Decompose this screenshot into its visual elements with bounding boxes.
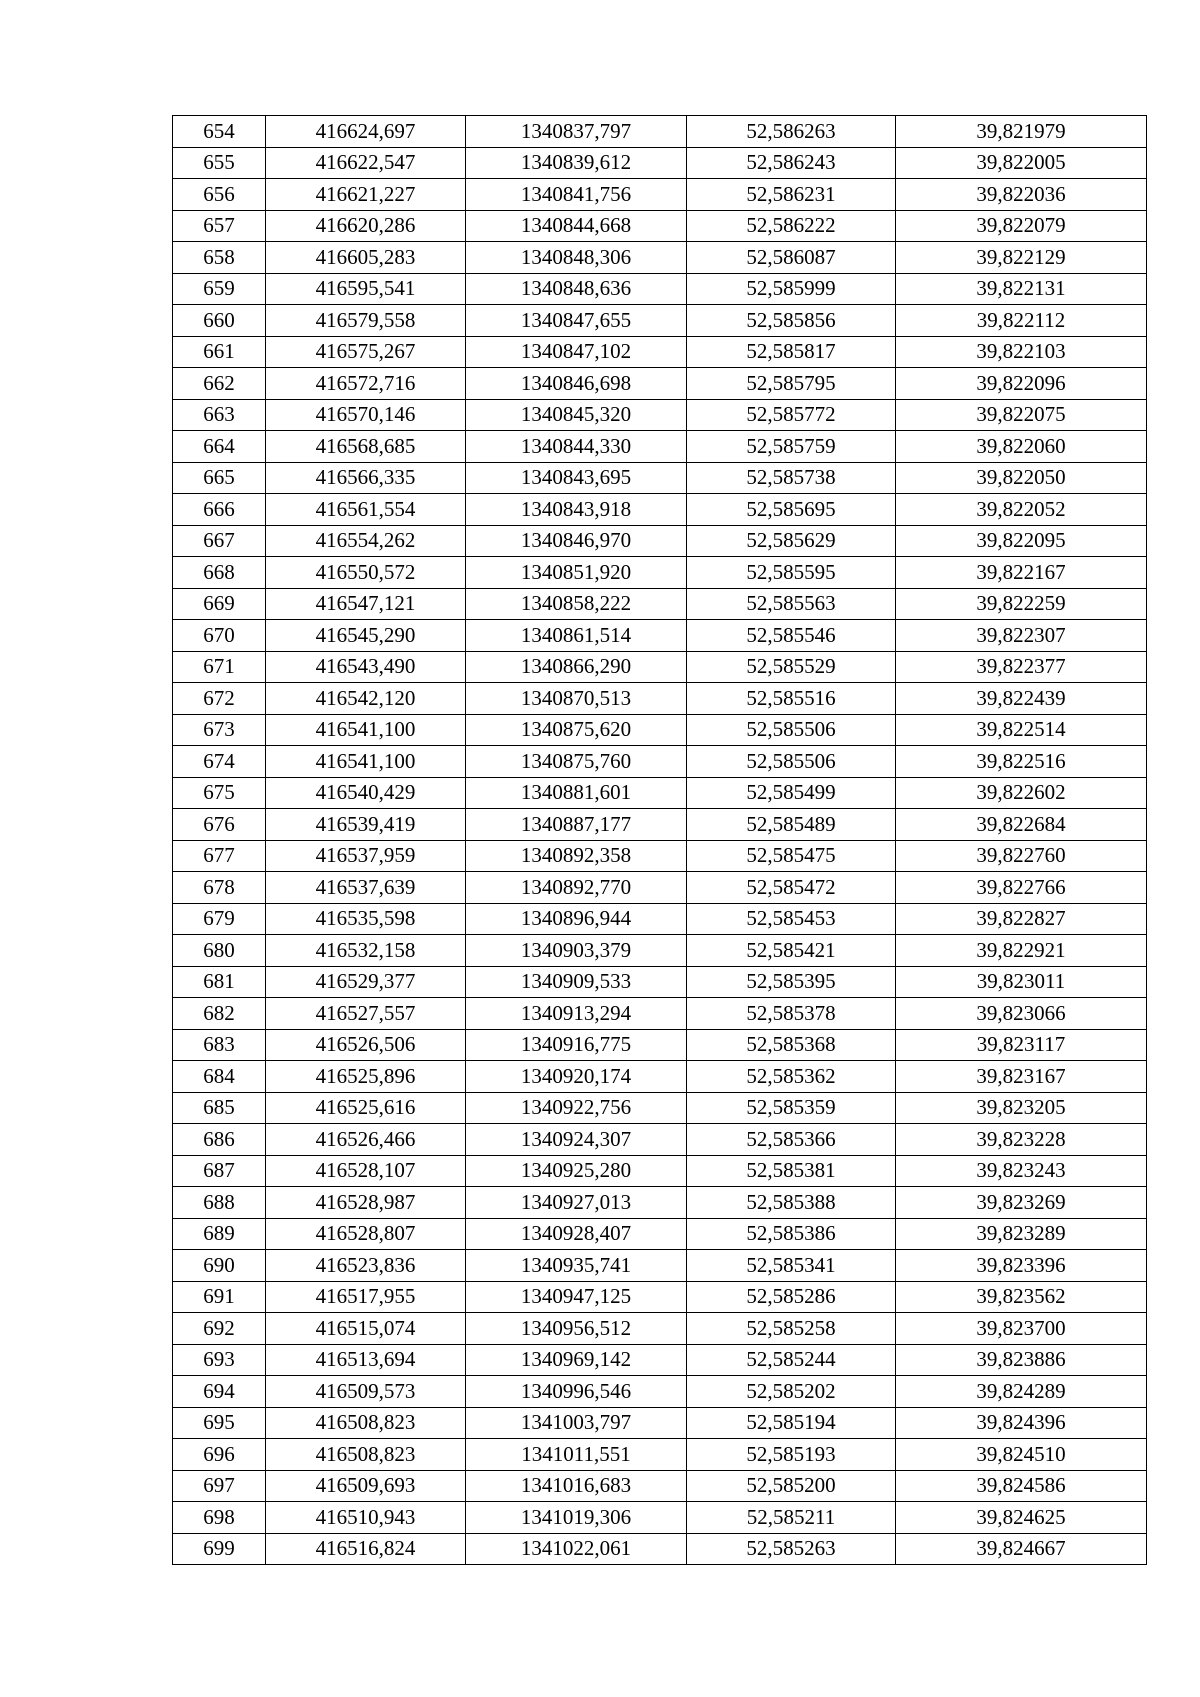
table-row (173, 966, 1147, 998)
longitude-cell: 39,823117 (896, 1029, 1147, 1061)
y-coordinate-cell: 1340847,102 (466, 336, 687, 368)
x-coordinate-cell: 416510,943 (266, 1502, 466, 1534)
y-coordinate-cell: 1340996,546 (466, 1376, 687, 1408)
y-coordinate-cell: 1340892,358 (466, 840, 687, 872)
longitude-cell: 39,822827 (896, 903, 1147, 935)
x-coordinate-cell: 416547,121 (266, 588, 466, 620)
point-number-cell: 658 (173, 242, 266, 274)
x-coordinate-cell: 416566,335 (266, 462, 466, 494)
latitude-cell: 52,585366 (687, 1124, 896, 1156)
y-coordinate-cell: 1340947,125 (466, 1281, 687, 1313)
table-row (173, 809, 1147, 841)
y-coordinate-cell: 1340928,407 (466, 1218, 687, 1250)
point-number-cell: 667 (173, 525, 266, 557)
x-coordinate-cell: 416570,146 (266, 399, 466, 431)
y-coordinate-cell: 1340909,533 (466, 966, 687, 998)
y-coordinate-cell: 1340846,970 (466, 525, 687, 557)
latitude-cell: 52,585362 (687, 1061, 896, 1093)
table-row (173, 683, 1147, 715)
latitude-cell: 52,585193 (687, 1439, 896, 1471)
y-coordinate-cell: 1340858,222 (466, 588, 687, 620)
point-number-cell: 669 (173, 588, 266, 620)
longitude-cell: 39,824289 (896, 1376, 1147, 1408)
longitude-cell: 39,823205 (896, 1092, 1147, 1124)
x-coordinate-cell: 416526,506 (266, 1029, 466, 1061)
longitude-cell: 39,822602 (896, 777, 1147, 809)
y-coordinate-cell: 1340843,695 (466, 462, 687, 494)
x-coordinate-cell: 416508,823 (266, 1407, 466, 1439)
point-number-cell: 692 (173, 1313, 266, 1345)
y-coordinate-cell: 1340844,668 (466, 210, 687, 242)
x-coordinate-cell: 416532,158 (266, 935, 466, 967)
table-row (173, 935, 1147, 967)
table-row (173, 116, 1147, 148)
longitude-cell: 39,822096 (896, 368, 1147, 400)
table-row (173, 368, 1147, 400)
table-row (173, 1533, 1147, 1565)
x-coordinate-cell: 416523,836 (266, 1250, 466, 1282)
longitude-cell: 39,822377 (896, 651, 1147, 683)
point-number-cell: 686 (173, 1124, 266, 1156)
table-row (173, 588, 1147, 620)
point-number-cell: 682 (173, 998, 266, 1030)
latitude-cell: 52,585563 (687, 588, 896, 620)
latitude-cell: 52,585516 (687, 683, 896, 715)
x-coordinate-cell: 416550,572 (266, 557, 466, 589)
point-number-cell: 691 (173, 1281, 266, 1313)
point-number-cell: 693 (173, 1344, 266, 1376)
x-coordinate-cell: 416568,685 (266, 431, 466, 463)
latitude-cell: 52,585856 (687, 305, 896, 337)
longitude-cell: 39,824586 (896, 1470, 1147, 1502)
y-coordinate-cell: 1340922,756 (466, 1092, 687, 1124)
latitude-cell: 52,585388 (687, 1187, 896, 1219)
table-row (173, 1344, 1147, 1376)
longitude-cell: 39,824396 (896, 1407, 1147, 1439)
y-coordinate-cell: 1341016,683 (466, 1470, 687, 1502)
table-row (173, 1187, 1147, 1219)
longitude-cell: 39,822075 (896, 399, 1147, 431)
y-coordinate-cell: 1340851,920 (466, 557, 687, 589)
latitude-cell: 52,585453 (687, 903, 896, 935)
table-row (173, 147, 1147, 179)
x-coordinate-cell: 416572,716 (266, 368, 466, 400)
point-number-cell: 676 (173, 809, 266, 841)
x-coordinate-cell: 416535,598 (266, 903, 466, 935)
latitude-cell: 52,585386 (687, 1218, 896, 1250)
y-coordinate-cell: 1340920,174 (466, 1061, 687, 1093)
point-number-cell: 666 (173, 494, 266, 526)
point-number-cell: 680 (173, 935, 266, 967)
y-coordinate-cell: 1340841,756 (466, 179, 687, 211)
x-coordinate-cell: 416509,693 (266, 1470, 466, 1502)
y-coordinate-cell: 1340896,944 (466, 903, 687, 935)
longitude-cell: 39,822439 (896, 683, 1147, 715)
y-coordinate-cell: 1340927,013 (466, 1187, 687, 1219)
latitude-cell: 52,586222 (687, 210, 896, 242)
latitude-cell: 52,585381 (687, 1155, 896, 1187)
table-row (173, 1218, 1147, 1250)
y-coordinate-cell: 1340924,307 (466, 1124, 687, 1156)
longitude-cell: 39,822060 (896, 431, 1147, 463)
latitude-cell: 52,586087 (687, 242, 896, 274)
x-coordinate-cell: 416579,558 (266, 305, 466, 337)
table-row (173, 1439, 1147, 1471)
latitude-cell: 52,585359 (687, 1092, 896, 1124)
x-coordinate-cell: 416543,490 (266, 651, 466, 683)
latitude-cell: 52,585194 (687, 1407, 896, 1439)
x-coordinate-cell: 416620,286 (266, 210, 466, 242)
table-row (173, 336, 1147, 368)
point-number-cell: 689 (173, 1218, 266, 1250)
y-coordinate-cell: 1340839,612 (466, 147, 687, 179)
table-row (173, 1250, 1147, 1282)
longitude-cell: 39,822684 (896, 809, 1147, 841)
x-coordinate-cell: 416528,107 (266, 1155, 466, 1187)
point-number-cell: 673 (173, 714, 266, 746)
point-number-cell: 690 (173, 1250, 266, 1282)
longitude-cell: 39,824510 (896, 1439, 1147, 1471)
y-coordinate-cell: 1340881,601 (466, 777, 687, 809)
x-coordinate-cell: 416537,959 (266, 840, 466, 872)
longitude-cell: 39,822766 (896, 872, 1147, 904)
table-row (173, 1376, 1147, 1408)
table-row (173, 305, 1147, 337)
longitude-cell: 39,822095 (896, 525, 1147, 557)
x-coordinate-cell: 416529,377 (266, 966, 466, 998)
point-number-cell: 687 (173, 1155, 266, 1187)
latitude-cell: 52,585738 (687, 462, 896, 494)
latitude-cell: 52,585506 (687, 714, 896, 746)
latitude-cell: 52,585506 (687, 746, 896, 778)
table-row (173, 1029, 1147, 1061)
table-row (173, 1313, 1147, 1345)
point-number-cell: 670 (173, 620, 266, 652)
point-number-cell: 688 (173, 1187, 266, 1219)
table-row (173, 1124, 1147, 1156)
table-row (173, 273, 1147, 305)
latitude-cell: 52,585489 (687, 809, 896, 841)
point-number-cell: 697 (173, 1470, 266, 1502)
x-coordinate-cell: 416508,823 (266, 1439, 466, 1471)
y-coordinate-cell: 1340861,514 (466, 620, 687, 652)
longitude-cell: 39,823228 (896, 1124, 1147, 1156)
x-coordinate-cell: 416605,283 (266, 242, 466, 274)
point-number-cell: 659 (173, 273, 266, 305)
x-coordinate-cell: 416516,824 (266, 1533, 466, 1565)
latitude-cell: 52,585200 (687, 1470, 896, 1502)
longitude-cell: 39,822079 (896, 210, 1147, 242)
y-coordinate-cell: 1341011,551 (466, 1439, 687, 1471)
longitude-cell: 39,822516 (896, 746, 1147, 778)
table-row (173, 1155, 1147, 1187)
point-number-cell: 668 (173, 557, 266, 589)
point-number-cell: 661 (173, 336, 266, 368)
y-coordinate-cell: 1340887,177 (466, 809, 687, 841)
longitude-cell: 39,823269 (896, 1187, 1147, 1219)
longitude-cell: 39,822052 (896, 494, 1147, 526)
latitude-cell: 52,585759 (687, 431, 896, 463)
longitude-cell: 39,822167 (896, 557, 1147, 589)
table-row (173, 242, 1147, 274)
latitude-cell: 52,585421 (687, 935, 896, 967)
x-coordinate-cell: 416621,227 (266, 179, 466, 211)
latitude-cell: 52,585244 (687, 1344, 896, 1376)
longitude-cell: 39,822112 (896, 305, 1147, 337)
x-coordinate-cell: 416541,100 (266, 746, 466, 778)
longitude-cell: 39,822307 (896, 620, 1147, 652)
x-coordinate-cell: 416526,466 (266, 1124, 466, 1156)
latitude-cell: 52,585499 (687, 777, 896, 809)
x-coordinate-cell: 416595,541 (266, 273, 466, 305)
longitude-cell: 39,823396 (896, 1250, 1147, 1282)
coordinates-table (172, 115, 1147, 1565)
longitude-cell: 39,823066 (896, 998, 1147, 1030)
table-row (173, 179, 1147, 211)
table-row (173, 462, 1147, 494)
y-coordinate-cell: 1340875,760 (466, 746, 687, 778)
latitude-cell: 52,585395 (687, 966, 896, 998)
table-row (173, 998, 1147, 1030)
y-coordinate-cell: 1340866,290 (466, 651, 687, 683)
table-row (173, 1281, 1147, 1313)
longitude-cell: 39,823167 (896, 1061, 1147, 1093)
latitude-cell: 52,585211 (687, 1502, 896, 1534)
latitude-cell: 52,585695 (687, 494, 896, 526)
latitude-cell: 52,585546 (687, 620, 896, 652)
point-number-cell: 684 (173, 1061, 266, 1093)
x-coordinate-cell: 416539,419 (266, 809, 466, 841)
latitude-cell: 52,585795 (687, 368, 896, 400)
longitude-cell: 39,824667 (896, 1533, 1147, 1565)
y-coordinate-cell: 1340935,741 (466, 1250, 687, 1282)
latitude-cell: 52,585378 (687, 998, 896, 1030)
longitude-cell: 39,822259 (896, 588, 1147, 620)
latitude-cell: 52,585529 (687, 651, 896, 683)
point-number-cell: 654 (173, 116, 266, 148)
point-number-cell: 681 (173, 966, 266, 998)
y-coordinate-cell: 1340847,655 (466, 305, 687, 337)
latitude-cell: 52,585258 (687, 1313, 896, 1345)
table-row (173, 1407, 1147, 1439)
table-row (173, 1470, 1147, 1502)
latitude-cell: 52,585475 (687, 840, 896, 872)
table-row (173, 714, 1147, 746)
x-coordinate-cell: 416624,697 (266, 116, 466, 148)
x-coordinate-cell: 416554,262 (266, 525, 466, 557)
longitude-cell: 39,823886 (896, 1344, 1147, 1376)
longitude-cell: 39,822050 (896, 462, 1147, 494)
x-coordinate-cell: 416528,807 (266, 1218, 466, 1250)
point-number-cell: 662 (173, 368, 266, 400)
point-number-cell: 683 (173, 1029, 266, 1061)
y-coordinate-cell: 1340848,636 (466, 273, 687, 305)
table-row (173, 494, 1147, 526)
x-coordinate-cell: 416525,616 (266, 1092, 466, 1124)
point-number-cell: 664 (173, 431, 266, 463)
longitude-cell: 39,822514 (896, 714, 1147, 746)
x-coordinate-cell: 416527,557 (266, 998, 466, 1030)
table-row (173, 746, 1147, 778)
longitude-cell: 39,823700 (896, 1313, 1147, 1345)
x-coordinate-cell: 416540,429 (266, 777, 466, 809)
y-coordinate-cell: 1340969,142 (466, 1344, 687, 1376)
longitude-cell: 39,822131 (896, 273, 1147, 305)
point-number-cell: 699 (173, 1533, 266, 1565)
longitude-cell: 39,822129 (896, 242, 1147, 274)
longitude-cell: 39,824625 (896, 1502, 1147, 1534)
point-number-cell: 694 (173, 1376, 266, 1408)
y-coordinate-cell: 1340892,770 (466, 872, 687, 904)
y-coordinate-cell: 1340913,294 (466, 998, 687, 1030)
x-coordinate-cell: 416537,639 (266, 872, 466, 904)
point-number-cell: 656 (173, 179, 266, 211)
table-row (173, 210, 1147, 242)
longitude-cell: 39,823243 (896, 1155, 1147, 1187)
y-coordinate-cell: 1340956,512 (466, 1313, 687, 1345)
table-row (173, 872, 1147, 904)
longitude-cell: 39,822036 (896, 179, 1147, 211)
point-number-cell: 657 (173, 210, 266, 242)
table-row (173, 840, 1147, 872)
point-number-cell: 675 (173, 777, 266, 809)
y-coordinate-cell: 1340846,698 (466, 368, 687, 400)
x-coordinate-cell: 416545,290 (266, 620, 466, 652)
point-number-cell: 671 (173, 651, 266, 683)
point-number-cell: 660 (173, 305, 266, 337)
x-coordinate-cell: 416561,554 (266, 494, 466, 526)
x-coordinate-cell: 416509,573 (266, 1376, 466, 1408)
longitude-cell: 39,821979 (896, 116, 1147, 148)
table-row (173, 651, 1147, 683)
table-row (173, 431, 1147, 463)
table-row (173, 399, 1147, 431)
longitude-cell: 39,822005 (896, 147, 1147, 179)
latitude-cell: 52,585817 (687, 336, 896, 368)
point-number-cell: 678 (173, 872, 266, 904)
point-number-cell: 698 (173, 1502, 266, 1534)
x-coordinate-cell: 416525,896 (266, 1061, 466, 1093)
x-coordinate-cell: 416541,100 (266, 714, 466, 746)
table-row (173, 557, 1147, 589)
longitude-cell: 39,822760 (896, 840, 1147, 872)
y-coordinate-cell: 1341019,306 (466, 1502, 687, 1534)
latitude-cell: 52,585999 (687, 273, 896, 305)
y-coordinate-cell: 1341022,061 (466, 1533, 687, 1565)
y-coordinate-cell: 1340844,330 (466, 431, 687, 463)
latitude-cell: 52,585472 (687, 872, 896, 904)
point-number-cell: 674 (173, 746, 266, 778)
table-row (173, 525, 1147, 557)
y-coordinate-cell: 1340875,620 (466, 714, 687, 746)
latitude-cell: 52,586231 (687, 179, 896, 211)
longitude-cell: 39,823562 (896, 1281, 1147, 1313)
longitude-cell: 39,823011 (896, 966, 1147, 998)
x-coordinate-cell: 416542,120 (266, 683, 466, 715)
y-coordinate-cell: 1340843,918 (466, 494, 687, 526)
x-coordinate-cell: 416517,955 (266, 1281, 466, 1313)
coordinates-table-body (173, 116, 1147, 1565)
point-number-cell: 672 (173, 683, 266, 715)
y-coordinate-cell: 1340837,797 (466, 116, 687, 148)
latitude-cell: 52,586243 (687, 147, 896, 179)
y-coordinate-cell: 1340845,320 (466, 399, 687, 431)
y-coordinate-cell: 1340903,379 (466, 935, 687, 967)
table-row (173, 620, 1147, 652)
latitude-cell: 52,585772 (687, 399, 896, 431)
longitude-cell: 39,823289 (896, 1218, 1147, 1250)
y-coordinate-cell: 1340925,280 (466, 1155, 687, 1187)
y-coordinate-cell: 1340848,306 (466, 242, 687, 274)
point-number-cell: 677 (173, 840, 266, 872)
x-coordinate-cell: 416513,694 (266, 1344, 466, 1376)
table-row (173, 1061, 1147, 1093)
latitude-cell: 52,585202 (687, 1376, 896, 1408)
table-row (173, 1502, 1147, 1534)
x-coordinate-cell: 416622,547 (266, 147, 466, 179)
table-row (173, 903, 1147, 935)
y-coordinate-cell: 1340870,513 (466, 683, 687, 715)
latitude-cell: 52,585286 (687, 1281, 896, 1313)
y-coordinate-cell: 1341003,797 (466, 1407, 687, 1439)
latitude-cell: 52,585595 (687, 557, 896, 589)
point-number-cell: 665 (173, 462, 266, 494)
latitude-cell: 52,585629 (687, 525, 896, 557)
table-row (173, 1092, 1147, 1124)
latitude-cell: 52,585368 (687, 1029, 896, 1061)
table-row (173, 777, 1147, 809)
x-coordinate-cell: 416528,987 (266, 1187, 466, 1219)
latitude-cell: 52,586263 (687, 116, 896, 148)
point-number-cell: 679 (173, 903, 266, 935)
x-coordinate-cell: 416515,074 (266, 1313, 466, 1345)
longitude-cell: 39,822103 (896, 336, 1147, 368)
latitude-cell: 52,585341 (687, 1250, 896, 1282)
x-coordinate-cell: 416575,267 (266, 336, 466, 368)
point-number-cell: 663 (173, 399, 266, 431)
y-coordinate-cell: 1340916,775 (466, 1029, 687, 1061)
latitude-cell: 52,585263 (687, 1533, 896, 1565)
point-number-cell: 695 (173, 1407, 266, 1439)
point-number-cell: 696 (173, 1439, 266, 1471)
longitude-cell: 39,822921 (896, 935, 1147, 967)
point-number-cell: 685 (173, 1092, 266, 1124)
point-number-cell: 655 (173, 147, 266, 179)
